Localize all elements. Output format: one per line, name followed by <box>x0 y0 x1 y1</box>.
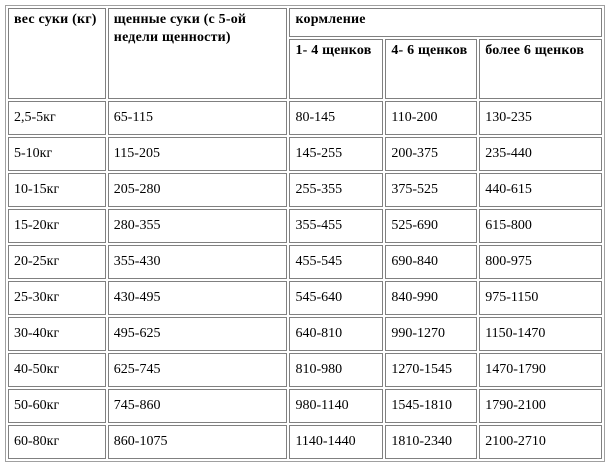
weight-cell: 50-60кг <box>8 389 106 423</box>
feeding-4-6-cell: 525-690 <box>385 209 477 243</box>
table-row <box>8 245 602 279</box>
table-row <box>8 389 602 423</box>
table-row <box>8 317 602 351</box>
table-row <box>8 173 602 207</box>
pregnant-cell: 495-625 <box>108 317 288 351</box>
pregnant-cell: 745-860 <box>108 389 288 423</box>
feeding-4-6-cell: 840-990 <box>385 281 477 315</box>
header-feeding: кормление <box>289 8 602 37</box>
header-feeding-1-4: 1- 4 щенков <box>289 39 383 99</box>
header-weight: вес суки (кг) <box>8 8 106 99</box>
feeding-table <box>5 5 605 462</box>
weight-cell: 5-10кг <box>8 137 106 171</box>
header-feeding-over-6: более 6 щенков <box>479 39 602 99</box>
pregnant-cell: 625-745 <box>108 353 288 387</box>
feeding-over-6-cell: 975-1150 <box>479 281 602 315</box>
pregnant-cell: 280-355 <box>108 209 288 243</box>
feeding-1-4-cell: 545-640 <box>289 281 383 315</box>
feeding-1-4-cell: 355-455 <box>289 209 383 243</box>
table-row <box>8 353 602 387</box>
table-row <box>8 137 602 171</box>
pregnant-cell: 205-280 <box>108 173 288 207</box>
feeding-1-4-cell: 145-255 <box>289 137 383 171</box>
pregnant-cell: 355-430 <box>108 245 288 279</box>
feeding-1-4-cell: 640-810 <box>289 317 383 351</box>
feeding-4-6-cell: 375-525 <box>385 173 477 207</box>
feeding-over-6-cell: 615-800 <box>479 209 602 243</box>
feeding-1-4-cell: 810-980 <box>289 353 383 387</box>
feeding-4-6-cell: 1545-1810 <box>385 389 477 423</box>
feeding-1-4-cell: 980-1140 <box>289 389 383 423</box>
feeding-1-4-cell: 80-145 <box>289 101 383 135</box>
feeding-1-4-cell: 455-545 <box>289 245 383 279</box>
weight-cell: 15-20кг <box>8 209 106 243</box>
pregnant-cell: 860-1075 <box>108 425 288 459</box>
weight-cell: 10-15кг <box>8 173 106 207</box>
feeding-over-6-cell: 1470-1790 <box>479 353 602 387</box>
feeding-4-6-cell: 200-375 <box>385 137 477 171</box>
weight-cell: 30-40кг <box>8 317 106 351</box>
weight-cell: 2,5-5кг <box>8 101 106 135</box>
weight-cell: 40-50кг <box>8 353 106 387</box>
weight-cell: 20-25кг <box>8 245 106 279</box>
feeding-over-6-cell: 800-975 <box>479 245 602 279</box>
feeding-over-6-cell: 1790-2100 <box>479 389 602 423</box>
table-row <box>8 101 602 135</box>
feeding-over-6-cell: 1150-1470 <box>479 317 602 351</box>
table-row <box>8 209 602 243</box>
feeding-4-6-cell: 1810-2340 <box>385 425 477 459</box>
table-row <box>8 425 602 459</box>
header-feeding-4-6: 4- 6 щенков <box>385 39 477 99</box>
pregnant-cell: 430-495 <box>108 281 288 315</box>
feeding-4-6-cell: 690-840 <box>385 245 477 279</box>
header-pregnant: щенные суки (с 5-ой недели щенности) <box>108 8 288 99</box>
feeding-4-6-cell: 1270-1545 <box>385 353 477 387</box>
feeding-over-6-cell: 130-235 <box>479 101 602 135</box>
feeding-4-6-cell: 110-200 <box>385 101 477 135</box>
weight-cell: 60-80кг <box>8 425 106 459</box>
feeding-over-6-cell: 2100-2710 <box>479 425 602 459</box>
feeding-4-6-cell: 990-1270 <box>385 317 477 351</box>
feeding-over-6-cell: 235-440 <box>479 137 602 171</box>
feeding-1-4-cell: 1140-1440 <box>289 425 383 459</box>
pregnant-cell: 115-205 <box>108 137 288 171</box>
pregnant-cell: 65-115 <box>108 101 288 135</box>
feeding-over-6-cell: 440-615 <box>479 173 602 207</box>
weight-cell: 25-30кг <box>8 281 106 315</box>
feeding-1-4-cell: 255-355 <box>289 173 383 207</box>
table-row <box>8 281 602 315</box>
